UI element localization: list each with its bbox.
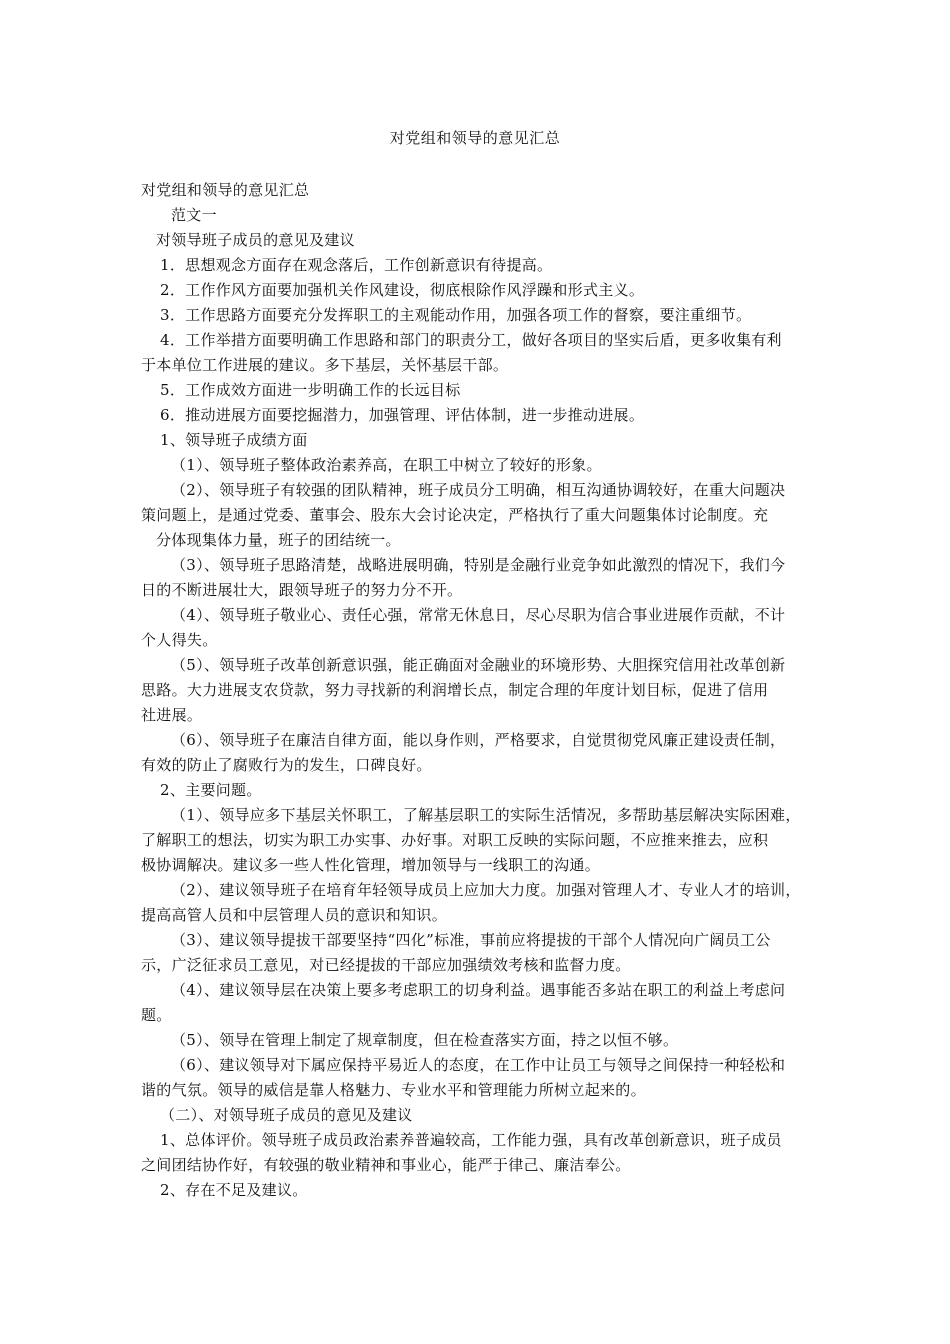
subsection-heading: 2、存在不足及建议。 (160, 1181, 308, 1199)
subsection-heading: 1、领导班子成绩方面 (160, 431, 308, 449)
paragraph-line: 1．思想观念方面存在观念落后，工作创新意识有待提高。 (160, 256, 553, 274)
paragraph-line: （3）、建议领导提拔干部要坚持“四化”标准，事前应将提拔的干部个人情况向广阔员工公 (171, 931, 771, 949)
paragraph-line: （1）、领导班子整体政治素养高，在职工中树立了较好的形象。 (171, 456, 602, 474)
paragraph-line: 策问题上，是通过党委、董事会、股东大会讨论决定，严格执行了重大问题集体讨论制度。充 (141, 506, 769, 524)
paragraph-line: 之间团结协作好，有较强的敬业精神和事业心，能严于律己、廉洁奉公。 (141, 1156, 631, 1174)
paragraph-line: （5）、领导在管理上制定了规章制度，但在检查落实方面，持之以恒不够。 (171, 1031, 679, 1049)
paragraph-line: 示，广泛征求员工意见，对已经提拔的干部应加强绩效考核和监督力度。 (141, 956, 631, 974)
paragraph-line: 思路。大力进展支农贷款，努力寻找新的利润增长点，制定合理的年度计划目标，促进了信用 (141, 681, 769, 699)
paragraph-line: 4．工作举措方面要明确工作思路和部门的职责分工，做好各项目的坚实后盾，更多收集有利 (160, 331, 782, 349)
subsection-heading: 2、主要问题。 (160, 781, 262, 799)
paragraph-line: 分体现集体力量，班子的团结统一。 (156, 531, 401, 549)
paragraph-line: 日的不断进展壮大，跟领导班子的努力分不开。 (141, 581, 463, 599)
paragraph-line: （5）、领导班子改革创新意识强，能正确面对金融业的环境形势、大胆探究信用社改革创新 (171, 656, 786, 674)
paragraph-line: （6）、建议领导对下属应保持平易近人的态度，在工作中让员工与领导之间保持一种轻松和 (171, 1056, 786, 1074)
paragraph-line: 2．工作作风方面要加强机关作风建设，彻底根除作风浮躁和形式主义。 (160, 281, 645, 299)
paragraph-line: （4）、建议领导层在决策上要多考虑职工的切身利益。遇事能否多站在职工的利益上考虑问 (171, 981, 786, 999)
section-heading: （二）、对领导班子成员的意见及建议 (160, 1106, 413, 1124)
paragraph-line: （1）、领导应多下基层关怀职工，了解基层职工的实际生活情况，多帮助基层解决实际困难， (171, 806, 801, 824)
paragraph-line: 3．工作思路方面要充分发挥职工的主观能动作用，加强各项工作的督察，要注重细节。 (160, 306, 752, 324)
paragraph-line: 社进展。 (141, 706, 203, 724)
paragraph-line: （3）、领导班子思路清楚，战略进展明确，特别是金融行业竞争如此激烈的情况下，我们今 (171, 556, 786, 574)
body-heading: 对党组和领导的意见汇总 (141, 181, 310, 199)
section-heading: 对领导班子成员的意见及建议 (156, 231, 355, 249)
paragraph-line: 有效的防止了腐败行为的发生，口碑良好。 (141, 756, 432, 774)
paragraph-line: （6）、领导班子在廉洁自律方面，能以身作则，严格要求，自觉贯彻党风廉正建设责任制， (171, 731, 786, 749)
sample-label: 范文一 (171, 206, 217, 224)
paragraph-line: （4）、领导班子敬业心、责任心强，常常无休息日，尽心尽职为信合事业进展作贡献，不计 (171, 606, 786, 624)
paragraph-line: （2）、建议领导班子在培育年轻领导成员上应加大力度。加强对管理人才、专业人才的培训， (171, 881, 801, 899)
paragraph-line: 于本单位工作进展的建议。多下基层，关怀基层干部。 (141, 356, 509, 374)
paragraph-line: 题。 (141, 1006, 172, 1024)
document-title: 对党组和领导的意见汇总 (389, 129, 561, 147)
paragraph-line: 极协调解决。建议多一些人性化管理，增加领导与一线职工的沟通。 (141, 856, 601, 874)
paragraph-line: 个人得失。 (141, 631, 218, 649)
paragraph-line: （2）、领导班子有较强的团队精神，班子成员分工明确，相互沟通协调较好，在重大问题决 (171, 481, 786, 499)
paragraph-line: 提高高管人员和中层管理人员的意识和知识。 (141, 906, 448, 924)
paragraph-line: 谐的气氛。领导的威信是靠人格魅力、专业水平和管理能力所树立起来的。 (141, 1081, 646, 1099)
paragraph-line: 1、总体评价。领导班子成员政治素养普遍较高，工作能力强，具有改革创新意识，班子成员 (160, 1131, 782, 1149)
paragraph-line: 6．推动进展方面要挖掘潜力，加强管理、评估体制，进一步推动进展。 (160, 406, 645, 424)
document-body (141, 178, 811, 1203)
paragraph-line: 了解职工的想法，切实为职工办实事、办好事。对职工反映的实际问题，不应推来推去，应积 (141, 831, 769, 849)
paragraph-line: 5．工作成效方面进一步明确工作的长远目标 (160, 381, 461, 399)
